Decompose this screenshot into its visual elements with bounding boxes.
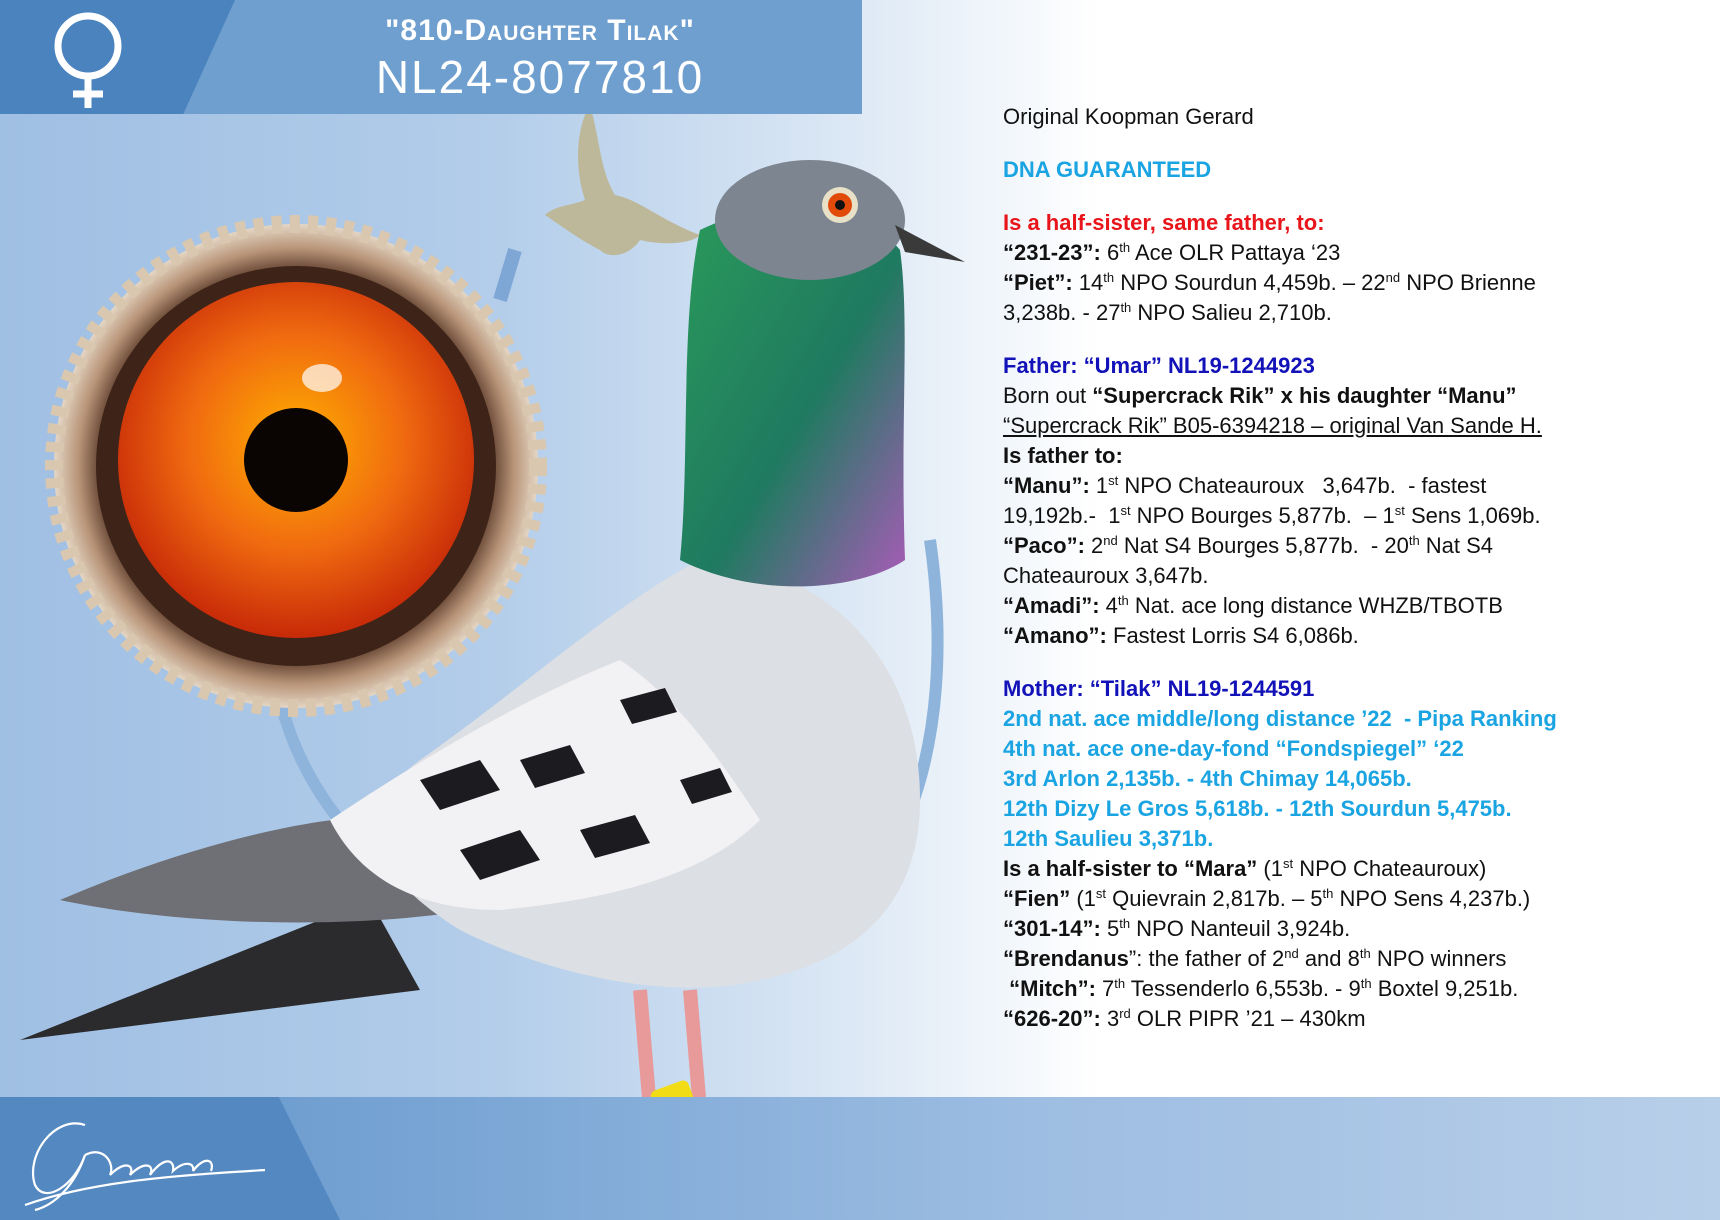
info-text: Born out <box>1003 383 1093 408</box>
info-text: Mother: “Tilak” NL19-1244591 <box>1003 676 1315 701</box>
info-text: NPO Sourdun 4,459b. – 22 <box>1114 270 1386 295</box>
dove-silhouette-icon <box>545 105 700 255</box>
info-text: “Amadi”: <box>1003 593 1100 618</box>
info-line <box>1003 268 1703 298</box>
info-text: “Supercrack Rik” B05-6394218 – original Van Sande H. <box>1003 413 1542 438</box>
ordinal-suffix: st <box>1108 473 1119 488</box>
info-text: Quievrain 2,817b. – 5 <box>1106 886 1323 911</box>
ordinal-suffix: nd <box>1284 946 1299 961</box>
info-line <box>1003 824 1703 854</box>
info-text: Nat S4 <box>1419 533 1494 558</box>
ordinal-suffix: th <box>1119 240 1131 255</box>
koopman-signature-logo <box>15 1105 275 1215</box>
info-text: “301-14”: <box>1003 916 1101 941</box>
ordinal-suffix: th <box>1114 976 1126 991</box>
info-text: NPO Chateauroux) <box>1293 856 1487 881</box>
ordinal-suffix: th <box>1119 916 1131 931</box>
ordinal-suffix: th <box>1120 300 1132 315</box>
info-text: Father: “Umar” NL19-1244923 <box>1003 353 1315 378</box>
ordinal-suffix: th <box>1408 533 1420 548</box>
ordinal-suffix: nd <box>1385 270 1401 285</box>
title-banner <box>0 0 862 114</box>
info-text: Nat S4 Bourges 5,877b. - 20 <box>1117 533 1409 558</box>
info-line <box>1003 854 1703 884</box>
info-text: 5 <box>1100 916 1120 941</box>
ring-number: NL24-8077810 <box>375 51 705 103</box>
pedigree-info <box>1003 102 1703 1034</box>
info-text: and 8 <box>1298 946 1360 971</box>
ordinal-suffix: th <box>1117 593 1129 608</box>
ordinal-suffix: st <box>1394 503 1405 518</box>
info-text: NPO Bourges 5,877b. – 1 <box>1130 503 1395 528</box>
ordinal-suffix: st <box>1120 503 1131 518</box>
info-line <box>1003 208 1703 238</box>
info-text: 4 <box>1099 593 1118 618</box>
info-line <box>1003 102 1703 132</box>
info-text: Boxtel 9,251b. <box>1371 976 1519 1001</box>
info-text: NPO Salieu 2,710b. <box>1131 300 1332 325</box>
info-text: 12th Saulieu 3,371b. <box>1003 826 1214 851</box>
info-line <box>1003 441 1703 471</box>
info-text: “Brendanus <box>1003 946 1129 971</box>
info-text: 12th Dizy Le Gros 5,618b. - 12th Sourdun 5,475b. <box>1003 796 1512 821</box>
info-line <box>1003 884 1703 914</box>
info-text: 4th nat. ace one-day-fond “Fondspiegel” ‘22 <box>1003 736 1464 761</box>
info-text: “Supercrack Rik” x his daughter “Manu” <box>1092 383 1517 408</box>
ordinal-suffix: th <box>1103 270 1115 285</box>
female-symbol-icon <box>48 10 128 110</box>
info-text: Is a half-sister, same father, to: <box>1003 210 1325 235</box>
info-text: “Amano”: <box>1003 623 1107 648</box>
info-line <box>1003 298 1703 328</box>
info-text: 2nd nat. ace middle/long distance ’22 - Pipa Ranking <box>1003 706 1557 731</box>
info-text: 6 <box>1100 240 1120 265</box>
info-text: NPO Brienne <box>1400 270 1536 295</box>
info-line <box>1003 471 1703 501</box>
info-text: NPO Nanteuil 3,924b. <box>1130 916 1351 941</box>
info-text: Chateauroux 3,647b. <box>1003 563 1209 588</box>
info-line <box>1003 794 1703 824</box>
info-text: 1 <box>1089 473 1109 498</box>
info-line <box>1003 704 1703 734</box>
info-text: ”: the father of 2 <box>1128 946 1285 971</box>
info-line <box>1003 914 1703 944</box>
info-text: 7 <box>1095 976 1115 1001</box>
ordinal-suffix: st <box>1283 856 1294 871</box>
info-line <box>1003 764 1703 794</box>
info-line <box>1003 591 1703 621</box>
info-line <box>1003 734 1703 764</box>
info-text: 3,238b. - 27 <box>1003 300 1121 325</box>
ordinal-suffix: th <box>1322 886 1334 901</box>
info-text: “Fien” <box>1003 886 1071 911</box>
info-text: OLR PIPR ’21 – 430km <box>1130 1006 1366 1031</box>
info-text: Is a half-sister to “Mara” <box>1003 856 1258 881</box>
ordinal-suffix: rd <box>1119 1006 1131 1021</box>
info-line <box>1003 411 1703 441</box>
info-text: NPO Chateauroux 3,647b. - fastest <box>1118 473 1487 498</box>
info-text: Original Koopman Gerard <box>1003 104 1254 129</box>
ordinal-suffix: th <box>1360 976 1372 991</box>
info-line <box>1003 621 1703 651</box>
info-line <box>1003 674 1703 704</box>
pigeon-name: "810-Daughter Tilak" <box>385 14 695 47</box>
info-text: “Manu”: <box>1003 473 1090 498</box>
info-line <box>1003 1004 1703 1034</box>
info-text: “Mitch”: <box>1009 976 1096 1001</box>
info-text: NPO Sens 4,237b.) <box>1333 886 1531 911</box>
info-text: Is father to: <box>1003 443 1123 468</box>
info-text: “Piet”: <box>1003 270 1073 295</box>
info-text: Nat. ace long distance WHZB/TBOTB <box>1128 593 1503 618</box>
info-text: “Paco”: <box>1003 533 1085 558</box>
info-text: Sens 1,069b. <box>1404 503 1541 528</box>
info-text: “626-20”: <box>1003 1006 1101 1031</box>
pigeon-eye-closeup <box>54 224 538 708</box>
ordinal-suffix: st <box>1095 886 1107 901</box>
ordinal-suffix: nd <box>1103 533 1118 548</box>
info-line <box>1003 974 1703 1004</box>
info-line <box>1003 944 1703 974</box>
info-line <box>1003 351 1703 381</box>
info-line <box>1003 531 1703 561</box>
info-text: Fastest Lorris S4 6,086b. <box>1106 623 1359 648</box>
info-text: 14 <box>1072 270 1104 295</box>
info-text: 19,192b.- 1 <box>1003 503 1121 528</box>
info-line <box>1003 238 1703 268</box>
info-text: 3 <box>1100 1006 1120 1031</box>
info-line <box>1003 561 1703 591</box>
info-text: Tessenderlo 6,553b. - 9 <box>1125 976 1361 1001</box>
info-text: NPO winners <box>1370 946 1507 971</box>
info-text: 2 <box>1084 533 1104 558</box>
info-text: DNA GUARANTEED <box>1003 157 1212 182</box>
info-text: “231-23”: <box>1003 240 1101 265</box>
info-text: 3rd Arlon 2,135b. - 4th Chimay 14,065b. <box>1003 766 1412 791</box>
info-line <box>1003 501 1703 531</box>
info-text: (1 <box>1257 856 1283 881</box>
info-line <box>1003 155 1703 185</box>
info-line <box>1003 381 1703 411</box>
ordinal-suffix: th <box>1359 946 1371 961</box>
info-text: (1 <box>1070 886 1096 911</box>
info-text: Ace OLR Pattaya ‘23 <box>1130 240 1341 265</box>
